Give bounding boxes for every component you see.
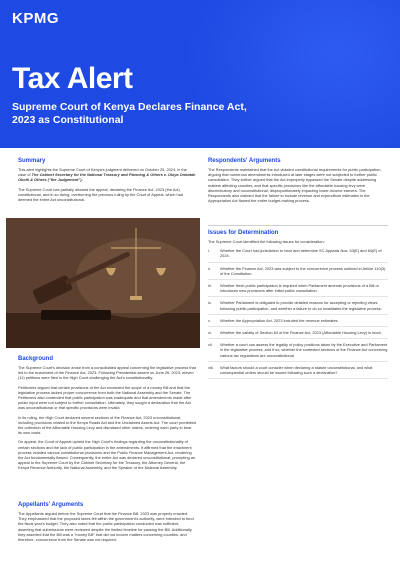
issue-text: Whether fresh public participation is required when Parliament amends provisions of a Bill or introduces new provisions after initial public consultation.	[220, 283, 379, 294]
background-paragraph-1: The Supreme Court's decision arose from a consolidated appeal concerning the legislative process that led to the enactment of the Finance Act, 2023. Following Presidential assent on June 26, 2023, eleven (11) petitions were filed in the High Court challenging the Act's constitutionality.	[18, 365, 196, 381]
page-title: Tax Alert	[12, 62, 133, 95]
issues-list	[208, 248, 388, 379]
appellants-paragraph-1: The Appellants argued before the Supreme Court that the Finance Bill, 2023 was properly enacted. They emphasized that the proposed taxes fell within the government's authority, were intended to fund the fiscal year's budget. They also noted that the public participation conducted was sufficient, asserting that submissions were reviewed despite the limited timeline for passing the Bill. Additionally, they asserted that the Bill was a "money Bill" that did not involve matters concerning counties, and therefore, concurrence from the Senate was not required.	[18, 511, 194, 543]
background-paragraph-3: In its ruling, the High Court declared several sections of the Finance Act, 2023 unconstitutional, including provisions related to the Kenya Roads Act and the Unclaimed Assets Act. The court prohibited the collection of the Affordable Housing Levy and dismissed other claims, ordering each party to bear its own costs.	[18, 414, 196, 436]
issue-item	[208, 300, 388, 314]
appellants-heading: Appellants' Arguments	[18, 502, 84, 508]
issue-number: iii.	[208, 283, 212, 289]
summary-paragraph-2: The Supreme Court has partially allowed the appeal, declaring the Finance Act, 2023 (the Act) constitutional, and in so doing, overturning the previous ruling by the Court of Appeal, which had deemed the entire Act unconstitutional.	[18, 186, 184, 203]
issue-text: What factors should a court consider when declaring a statute unconstitutional, and what consequential orders should be issued following such a declaration?	[220, 364, 373, 376]
issue-item	[208, 342, 388, 362]
appellants-section	[18, 502, 196, 546]
issue-number: i.	[208, 248, 210, 254]
issue-number: ii.	[208, 265, 211, 271]
issue-item	[208, 266, 388, 280]
issues-section	[208, 230, 388, 382]
issue-text: Whether the Appropriation Act, 2023 included the revenue estimates.	[220, 317, 339, 323]
issue-number: vii.	[208, 342, 213, 348]
issue-text: Whether Parliament is obligated to provide detailed reasons for accepting or rejecting views following public participation, and whether a failure to do so invalidates the legislative process.	[220, 300, 382, 311]
section-divider	[208, 225, 388, 226]
issue-text: Whether the Court had jurisdiction to hear and determine SC Appeals Nos. 63(E) and 64(E) of 2024.	[220, 248, 382, 259]
issue-item	[208, 283, 388, 297]
respondents-section	[208, 158, 388, 207]
background-section	[18, 356, 196, 475]
issue-text: Whether the Finance Act, 2023 was subject to the concurrence process outlined in Article 110(3) of the Constitution.	[220, 265, 386, 276]
issue-text: Whether a court can assess the legality of policy positions taken by the Executive and Parliament in the legislative process, and if so, whether the contested sections of the Finance Act concerning various tax regulations are unconstitutional.	[220, 342, 388, 358]
background-paragraph-2: Petitioners argued that certain provisions of the Act exceeded the scope of a money Bill and that the legislative process lacked proper concurrence from both the National Assembly and the Senate. The Petitioners also contended that public participation was inadequate and that amendments made after public input were not subject to further consultation. Ultimately, they sought a declaration that the Act was unconstitutional or that specific provisions were invalid.	[18, 384, 192, 411]
issue-number: viii.	[208, 364, 214, 370]
issue-item	[208, 330, 388, 339]
background-heading: Background	[18, 356, 54, 362]
summary-paragraph-1: This alert highlights the Supreme Court of Kenya's judgment delivered on October 25, 2024, in the case of The Cabinet Secretary for the National Treasury and Planning & Others v. Okiya Omtatah Okoiti & Others ("the Judgement").	[18, 167, 196, 183]
summary-section	[18, 158, 196, 206]
gavel-icon	[6, 218, 200, 348]
issue-number: vi.	[208, 330, 212, 336]
page-subtitle: Supreme Court of Kenya Declares Finance Act, 2023 as Constitutional	[12, 101, 247, 126]
summary-heading: Summary	[18, 158, 46, 164]
issue-item	[208, 318, 388, 327]
header-banner	[0, 0, 400, 148]
issue-item	[208, 365, 388, 379]
issue-number: v.	[208, 317, 211, 323]
issue-text: Whether the validity of Section 84 of the Finance Act, 2023 (Affordable Housing Levy) is moot.	[220, 330, 382, 336]
issues-heading: Issues for Determination	[208, 230, 279, 236]
issue-number: iv.	[208, 300, 212, 306]
gavel-photo	[6, 218, 200, 348]
background-paragraph-4: On appeal, the Court of Appeal upheld the High Court's findings regarding the unconstitutionality of certain sections and the lack of public participation in the amendments. It affirmed that the enactment process violated various constitutional provisions and the Public Finance Management Act, rendering the Act fundamentally flawed. Consequently, the entire Act was declared unconstitutional, prompting an appeal to the Supreme Court by the Cabinet Secretary for the Treasury, the Attorney General, the Kenya Revenue Authority, the National Assembly, and the Speaker of the National Assembly.	[18, 439, 196, 471]
logo-text: KPMG	[12, 10, 59, 27]
kpmg-logo	[12, 10, 59, 27]
respondents-paragraph-1: The Respondents maintained that the Act violated constitutional requirements for public participation, arguing that numerous amendments introduced at later stages were not subjected to further public consultation. They further argued that the Act improperly bypassed the Senate despite addressing matters affecting counties, and that specific provisions like the affordable housing levy were discriminatory and unconstitutional, disproportionately impacting lower-income earners. The Respondents also claimed that the failure to include revenue and expenditure estimates in the Appropriation Act flawed the entire budget-making process.	[208, 167, 382, 204]
issue-item	[208, 248, 388, 262]
respondents-heading: Respondents' Arguments	[208, 158, 281, 164]
issues-intro: The Supreme Court identified the following issues for consideration:	[208, 239, 325, 244]
